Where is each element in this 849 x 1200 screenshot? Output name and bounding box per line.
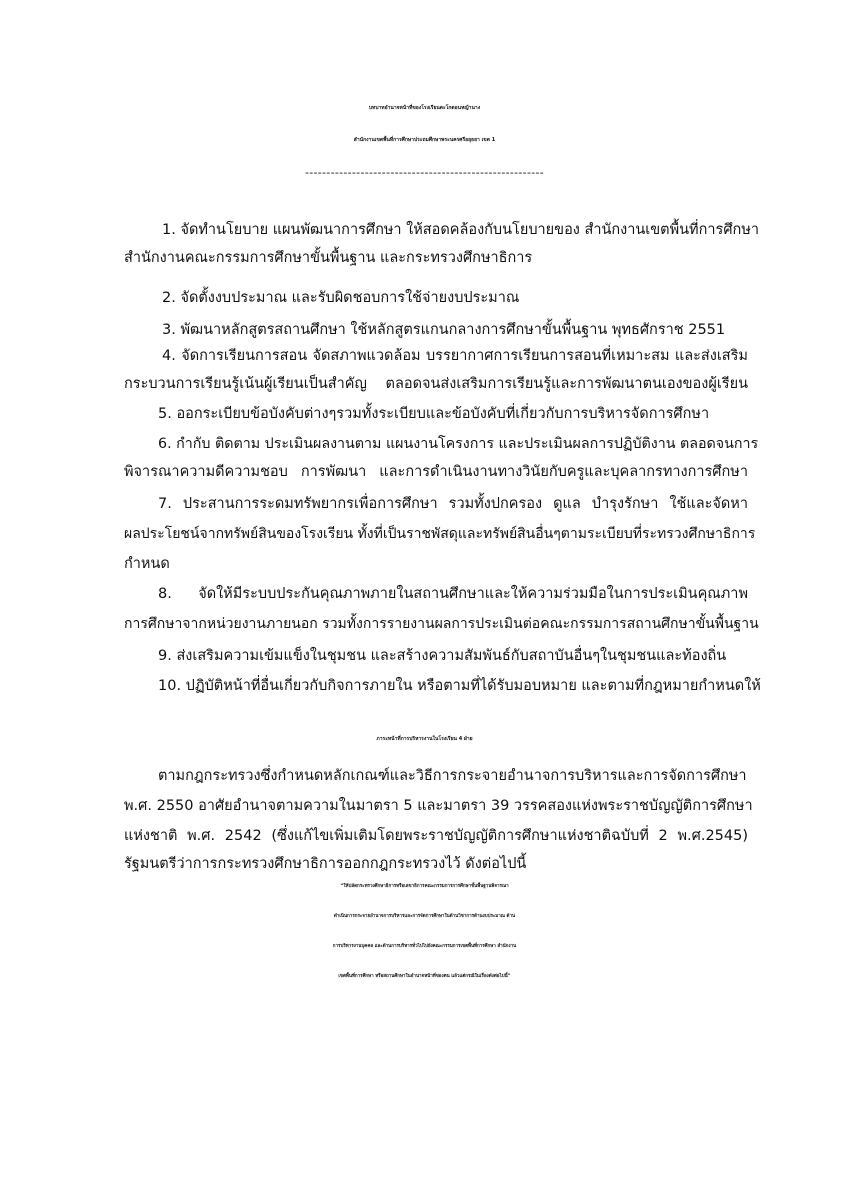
section-title: ภาระหน้าที่การบริหารงานในโรงเรียน 4 ฝ่าย [376, 736, 473, 742]
duty-item-7-cont: ผลประโยชน์จากทรัพย์สินของโรงเรียน ทั้งที่เป็นราชพัสดุและทรัพย์สินอื่นๆตามระเบียบที่ระทรวงศึกษาธิการ [124, 526, 756, 542]
document-title: บทบาทอำนาจหน้าที่ของโรงเรียนตะโกดอนหญ้านาง [368, 105, 481, 111]
title-divider: -------------------------------------------------------- [304, 166, 545, 179]
duty-item-7-cont2: กำหนด [124, 556, 170, 572]
duty-item-7: 7. ประสานการระดมทรัพยากรเพื่อการศึกษา รวมทั้งปกครอง ดูแล บำรุงรักษา ใช้และจัดหา [158, 496, 748, 512]
quote-line-4: เขตพื้นที่การศึกษา หรือสถานศึกษาในอำนาจหน้าที่ของตน แล้วแต่กรณีในเรื่องดังต่อไปนี้” [338, 974, 511, 979]
law-paragraph-line-4: รัฐมนตรีว่าการกระทรวงศึกษาธิการออกกฎกระทรวงไว้ ดังต่อไปนี้ [124, 856, 527, 872]
duty-item-3: 3. พัฒนาหลักสูตรสถานศึกษา ใช้หลักสูตรแกนกลางการศึกษาขั้นพื้นฐาน พุทธศักราช 2551 [162, 322, 726, 338]
document-subtitle: สำนักงานเขตพื้นที่การศึกษาประถมศึกษาพระนครศรีอยุธยา เขต 1 [353, 137, 496, 143]
duty-item-5: 5. ออกระเบียบข้อบังคับต่างๆรวมทั้งระเบียบและข้อบังคับที่เกี่ยวกับการบริหารจัดการศึกษา [158, 406, 710, 422]
duty-item-8: 8. จัดให้มีระบบประกันคุณภาพภายในสถานศึกษาและให้ความร่วมมือในการประเมินคุณภาพ [158, 586, 748, 602]
duty-item-8-cont: การศึกษาจากหน่วยงานภายนอก รวมทั้งการรายงานผลการประเมินต่อคณะกรรมการสถานศึกษาขั้นพื้นฐาน [124, 616, 759, 632]
duty-item-4-cont: กระบวนการเรียนรู้เน้นผู้เรียนเป็นสำคัญ ตลอดจนส่งเสริมการเรียนรู้และการพัฒนาตนเองของผู้เรียน [124, 376, 748, 392]
duty-item-10: 10. ปฏิบัติหน้าที่อื่นเกี่ยวกับกิจการภายใน หรือตามที่ได้รับมอบหมาย และตามที่กฎหมายกำหนดให้ [158, 678, 761, 694]
law-paragraph-line-3: แห่งชาติ พ.ศ. 2542 (ซึ่งแก้ไขเพิ่มเติมโดยพระราชบัญญัติการศึกษาแห่งชาติฉบับที่ 2 พ.ศ.2545) [124, 828, 748, 844]
quote-line-1: “ให้ปลัดกระทรวงศึกษาธิการหรือเลขาธิการคณะกรรมการการศึกษาขั้นพื้นฐานพิจารณา [340, 884, 509, 889]
duty-item-6: 6. กำกับ ติดตาม ประเมินผลงานตาม แผนงานโครงการ และประเมินผลการปฏิบัติงาน ตลอดจนการ [158, 436, 759, 452]
law-paragraph-line-1: ตามกฎกระทรวงซึ่งกำหนดหลักเกณฑ์และวิธีการกระจายอำนาจการบริหารและการจัดการศึกษา [158, 768, 747, 784]
duty-item-2: 2. จัดตั้งงบประมาณ และรับผิดชอบการใช้จ่ายงบประมาณ [162, 290, 520, 306]
duty-item-1-cont: สำนักงานคณะกรรมการศึกษาขั้นพื้นฐาน และกระทรวงศึกษาธิการ [124, 250, 533, 266]
law-paragraph-line-2: พ.ศ. 2550 อาศัยอำนาจตามความในมาตรา 5 และมาตรา 39 วรรคสองแห่งพระราชบัญญัติการศึกษา [124, 798, 753, 814]
duty-item-6-cont: พิจารณาความดีความชอบ การพัฒนา และการดำเนินงานทางวินัยกับครูและบุคลากรทางการศึกษา [124, 464, 748, 480]
duty-item-9: 9. ส่งเสริมความเข้มแข็งในชุมชน และสร้างความสัมพันธ์กับสถาบันอื่นๆในชุมชนและท้องถิ่น [158, 648, 727, 664]
duty-item-1: 1. จัดทำนโยบาย แผนพัฒนาการศึกษา ให้สอดคล้องกับนโยบายของ สำนักงานเขตพื้นที่การศึกษา [162, 222, 760, 238]
quote-line-3: การบริหารงานบุคคล และด้านการบริหารทั่วไปไปยังคณะกรรมการเขตพื้นที่การศึกษา สำนักงาน [332, 944, 517, 949]
duty-item-4: 4. จัดการเรียนการสอน จัดสภาพแวดล้อม บรรยากาศการเรียนการสอนที่เหมาะสม และส่งเสริม [162, 348, 748, 364]
quote-line-2: ดำเนินการกระจายอำนาจการบริหารและการจัดการศึกษาในด้านวิชาการด้านงบประมาณ ด้าน [333, 914, 516, 919]
